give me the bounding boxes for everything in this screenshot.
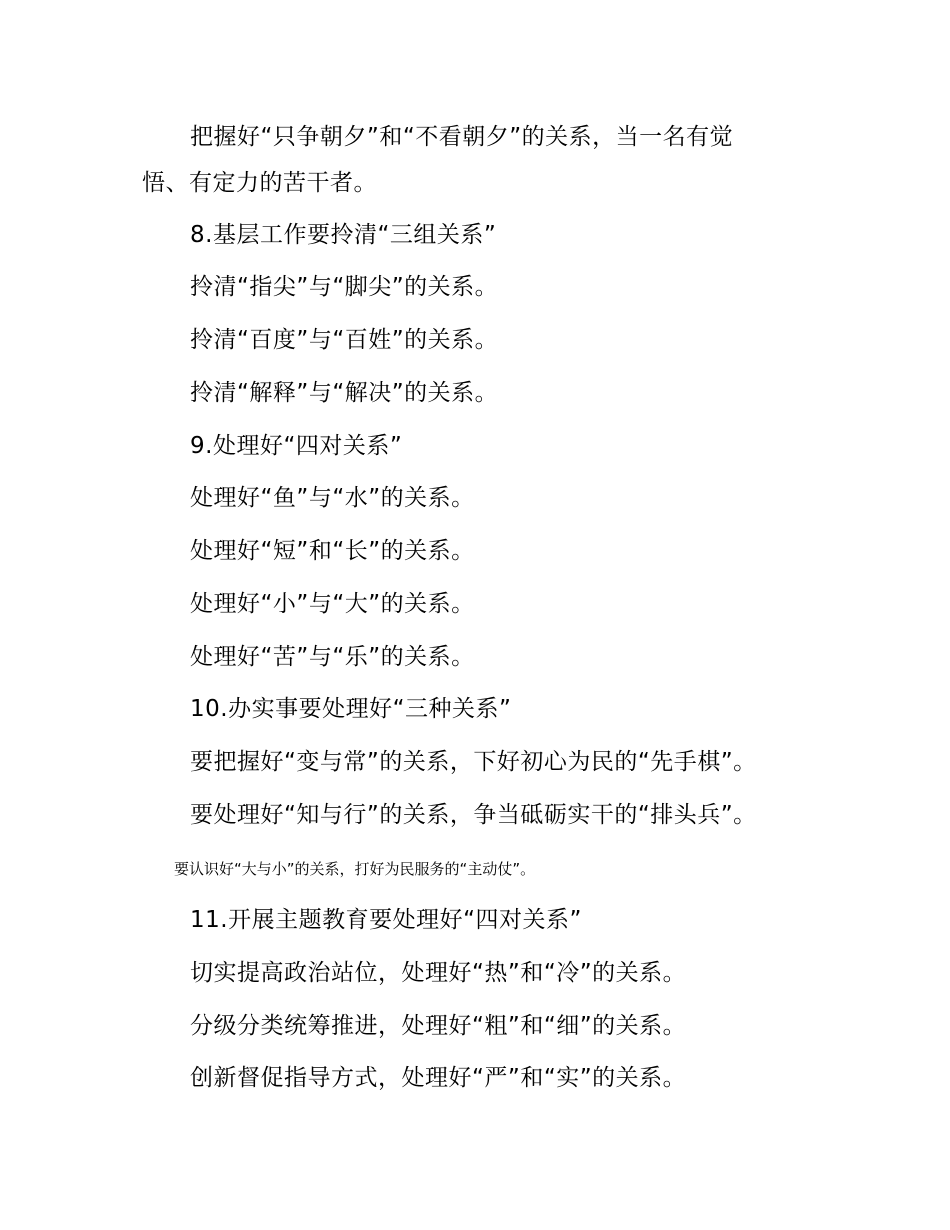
paragraph-line: 要把握好“变与常”的关系，下好初心为民的“先手棋”。 [190,749,757,775]
paragraph-line-small: 要认识好“大与小”的关系，打好为民服务的“主动仗”。 [174,860,536,878]
paragraph-line: 处理好“鱼”与“水”的关系。 [190,485,475,511]
paragraph-line: 把握好“只争朝夕”和“不看朝夕”的关系，当一名有觉 [190,124,734,150]
paragraph-line: 创新督促指导方式，处理好“严”和“实”的关系。 [190,1065,687,1091]
paragraph-line: 处理好“苦”与“乐”的关系。 [190,644,475,670]
paragraph-line: 处理好“短”和“长”的关系。 [190,538,475,564]
paragraph-line: 拎清“解释”与“解决”的关系。 [190,380,499,406]
paragraph-line: 悟、有定力的苦干者。 [142,170,377,196]
paragraph-line: 切实提高政治站位，处理好“热”和“冷”的关系。 [190,960,687,986]
paragraph-line: 拎清“指尖”与“脚尖”的关系。 [190,274,499,300]
paragraph-line: 分级分类统筹推进，处理好“粗”和“细”的关系。 [190,1013,687,1039]
section-heading: 11.开展主题教育要处理好“四对关系” [190,907,582,933]
section-heading: 10.办实事要处理好“三种关系” [190,696,512,722]
paragraph-line: 拎清“百度”与“百姓”的关系。 [190,327,499,353]
paragraph-line: 处理好“小”与“大”的关系。 [190,591,475,617]
section-heading: 8.基层工作要拎清“三组关系” [190,222,497,248]
paragraph-line: 要处理好“知与行”的关系，争当砥砺实干的“排头兵”。 [190,802,757,828]
section-heading: 9.处理好“四对关系” [190,433,403,459]
